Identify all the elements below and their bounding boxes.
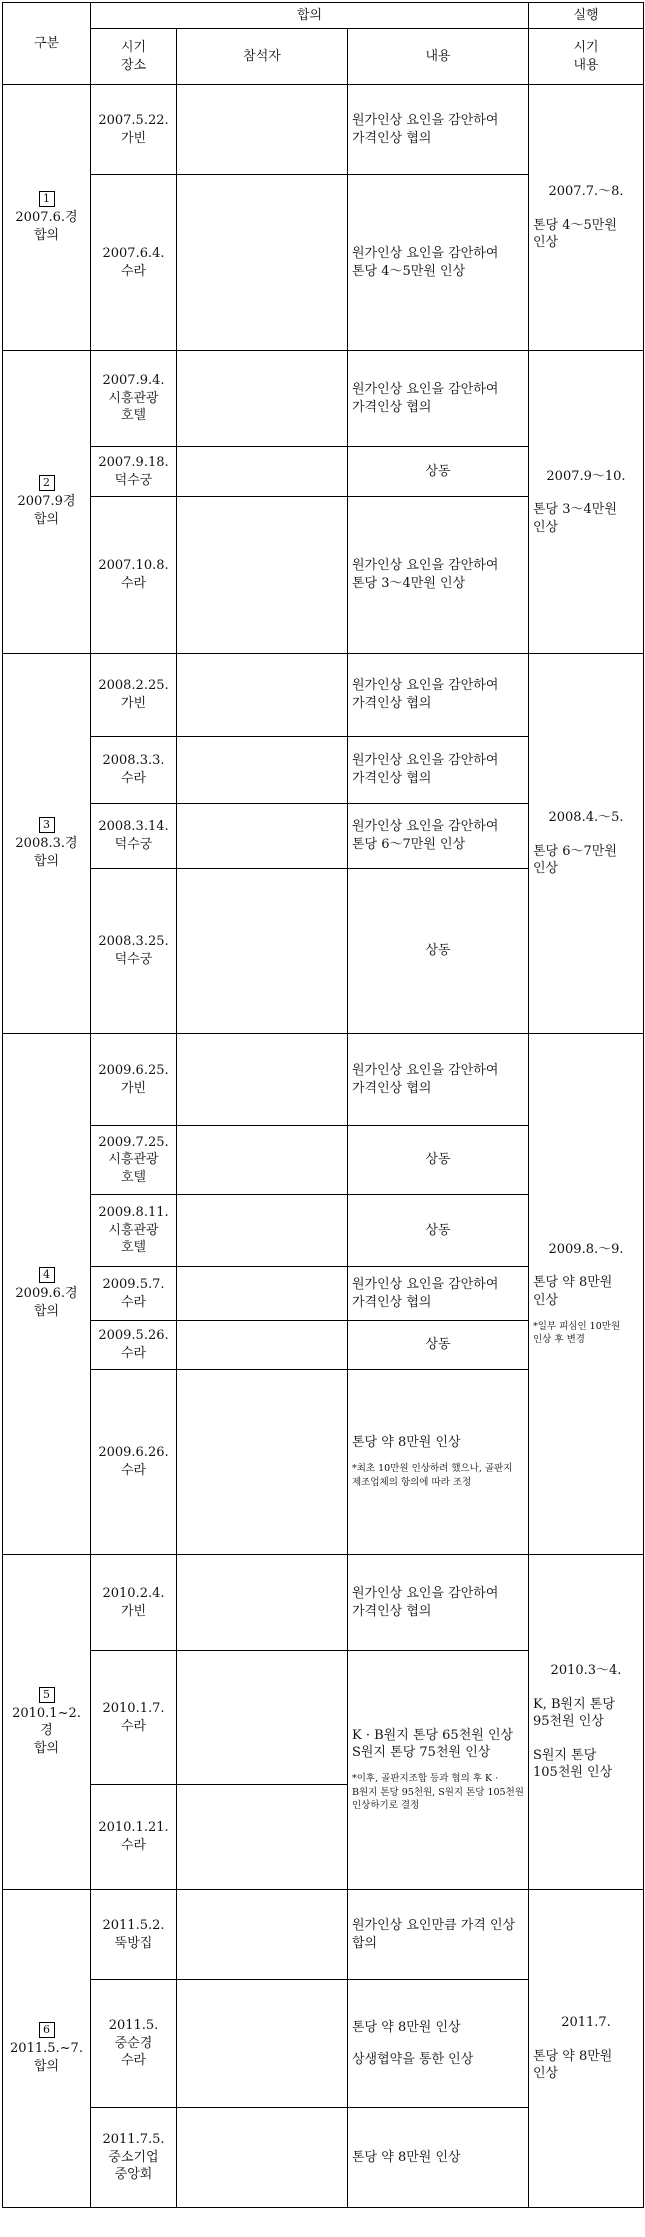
group-number-box: 4 <box>39 1267 55 1283</box>
row-content: 상동 <box>348 1321 529 1370</box>
group-label: 2 2007.9경 합의 <box>3 351 91 654</box>
row-date-place: 2008.2.25. 가빈 <box>91 654 177 737</box>
group-number-box: 1 <box>39 191 55 207</box>
row-content: 원가인상 요인을 감안하여 가격인상 협의 <box>348 654 529 737</box>
row-content: K · B원지 톤당 65천원 인상 S원지 톤당 75천원 인상 *이후, 골판지조합 등과 협의 후 K · B원지 톤당 95천원, S원지 톤당 105천원 인상하기로 결정 <box>348 1651 529 1890</box>
row-attendees <box>177 1126 348 1195</box>
row-attendees <box>177 497 348 654</box>
row-date-place: 2010.1.21. 수라 <box>91 1785 177 1890</box>
row-date-place: 2010.2.4. 가빈 <box>91 1555 177 1651</box>
header-naeyong: 내용 <box>348 29 529 85</box>
row-date-place: 2008.3.25. 덕수궁 <box>91 869 177 1034</box>
row-date-place: 2010.1.7. 수라 <box>91 1651 177 1785</box>
row-attendees <box>177 1785 348 1890</box>
header-row-1 <box>3 3 644 29</box>
group-label: 5 2010.1~2.경 합의 <box>3 1555 91 1890</box>
row-date-place: 2011.5. 중순경 수라 <box>91 1980 177 2108</box>
group-label: 6 2011.5.~7. 합의 <box>3 1890 91 2208</box>
row-content: 원가인상 요인을 감안하여 가격인상 협의 <box>348 737 529 804</box>
row-content: 톤당 약 8만원 인상 상생협약을 통한 인상 <box>348 1980 529 2108</box>
row-attendees <box>177 447 348 497</box>
row-attendees <box>177 737 348 804</box>
row-date-place: 2011.7.5. 중소기업 중앙회 <box>91 2108 177 2208</box>
row-content: 톤당 약 8만원 인상 *최초 10만원 인상하려 했으나, 골판지 제조업체의 항의에 따라 조정 <box>348 1370 529 1555</box>
row-attendees <box>177 1651 348 1785</box>
row-attendees <box>177 2108 348 2208</box>
exec-cell: 2008.4.～5. 톤당 6～7만원 인상 <box>529 654 644 1034</box>
exec-cell: 2007.9～10. 톤당 3～4만원 인상 <box>529 351 644 654</box>
table-row <box>3 1034 644 1126</box>
header-sigi-naeyong: 시기 내용 <box>529 29 644 85</box>
table-row <box>3 1555 644 1651</box>
group-number-box: 3 <box>39 817 55 833</box>
row-attendees <box>177 1555 348 1651</box>
row-date-place: 2007.9.18. 덕수궁 <box>91 447 177 497</box>
row-content: 원가인상 요인을 감안하여 톤당 6～7만원 인상 <box>348 804 529 869</box>
row-attendees <box>177 175 348 351</box>
row-content: 원가인상 요인만큼 가격 인상 합의 <box>348 1890 529 1980</box>
row-content: 원가인상 요인을 감안하여 톤당 4～5만원 인상 <box>348 175 529 351</box>
row-date-place: 2007.5.22. 가빈 <box>91 85 177 175</box>
table-row <box>3 85 644 175</box>
row-content: 원가인상 요인을 감안하여 가격인상 협의 <box>348 1034 529 1126</box>
header-gubun: 구분 <box>3 3 91 85</box>
header-silhaeng: 실행 <box>529 3 644 29</box>
row-date-place: 2007.9.4. 시흥관광 호텔 <box>91 351 177 447</box>
row-date-place: 2009.6.25. 가빈 <box>91 1034 177 1126</box>
row-attendees <box>177 1370 348 1555</box>
row-attendees <box>177 1267 348 1321</box>
group-label: 4 2009.6.경 합의 <box>3 1034 91 1555</box>
row-date-place: 2009.5.26. 수라 <box>91 1321 177 1370</box>
row-date-place: 2008.3.3. 수라 <box>91 737 177 804</box>
row-content: 원가인상 요인을 감안하여 가격인상 협의 <box>348 351 529 447</box>
row-content: 원가인상 요인을 감안하여 가격인상 협의 <box>348 1555 529 1651</box>
row-content: 원가인상 요인을 감안하여 가격인상 협의 <box>348 1267 529 1321</box>
header-chamseokja: 참석자 <box>177 29 348 85</box>
row-attendees <box>177 1980 348 2108</box>
row-date-place: 2011.5.2. 뚝방집 <box>91 1890 177 1980</box>
group-number-box: 6 <box>39 2022 55 2038</box>
price-agreement-table <box>2 2 644 2208</box>
group-label: 3 2008.3.경 합의 <box>3 654 91 1034</box>
table-row <box>3 351 644 447</box>
row-note: *최초 10만원 인상하려 했으나, 골판지 제조업체의 항의에 따라 조정 <box>352 1463 513 1488</box>
row-attendees <box>177 1034 348 1126</box>
table-row <box>3 1890 644 1980</box>
row-attendees <box>177 351 348 447</box>
row-date-place: 2009.6.26. 수라 <box>91 1370 177 1555</box>
row-date-place: 2008.3.14. 덕수궁 <box>91 804 177 869</box>
row-attendees <box>177 654 348 737</box>
row-content: 원가인상 요인을 감안하여 톤당 3～4만원 인상 <box>348 497 529 654</box>
exec-cell: 2009.8.～9. 톤당 약 8만원 인상 *일부 피심인 10만원 인상 후 변경 <box>529 1034 644 1555</box>
group-number-box: 2 <box>39 475 55 491</box>
row-attendees <box>177 1321 348 1370</box>
header-row-2 <box>3 29 644 85</box>
row-date-place: 2007.10.8. 수라 <box>91 497 177 654</box>
row-content: 상동 <box>348 1126 529 1195</box>
group-label: 1 2007.6.경 합의 <box>3 85 91 351</box>
row-date-place: 2007.6.4. 수라 <box>91 175 177 351</box>
row-attendees <box>177 85 348 175</box>
exec-note: *일부 피심인 10만원 인상 후 변경 <box>533 1320 621 1346</box>
row-date-place: 2009.7.25. 시흥관광 호텔 <box>91 1126 177 1195</box>
header-sigi-jangso: 시기 장소 <box>91 29 177 85</box>
row-date-place: 2009.8.11. 시흥관광 호텔 <box>91 1195 177 1267</box>
exec-cell: 2007.7.～8. 톤당 4～5만원 인상 <box>529 85 644 351</box>
group-number-box: 5 <box>39 1687 55 1703</box>
row-content: 상동 <box>348 447 529 497</box>
row-content: 톤당 약 8만원 인상 <box>348 2108 529 2208</box>
table-row <box>3 654 644 737</box>
row-content: 상동 <box>348 1195 529 1267</box>
exec-cell: 2011.7. 톤당 약 8만원 인상 <box>529 1890 644 2208</box>
row-content: 원가인상 요인을 감안하여 가격인상 협의 <box>348 85 529 175</box>
row-attendees <box>177 804 348 869</box>
header-hapui: 합의 <box>91 3 529 29</box>
exec-cell: 2010.3～4. K, B원지 톤당 95천원 인상 S원지 톤당 105천원 인상 <box>529 1555 644 1890</box>
row-attendees <box>177 1195 348 1267</box>
row-attendees <box>177 1890 348 1980</box>
row-attendees <box>177 869 348 1034</box>
row-date-place: 2009.5.7. 수라 <box>91 1267 177 1321</box>
row-note: *이후, 골판지조합 등과 협의 후 K · B원지 톤당 95천원, S원지 톤당 105천원 인상하기로 결정 <box>352 1772 524 1812</box>
row-content: 상동 <box>348 869 529 1034</box>
